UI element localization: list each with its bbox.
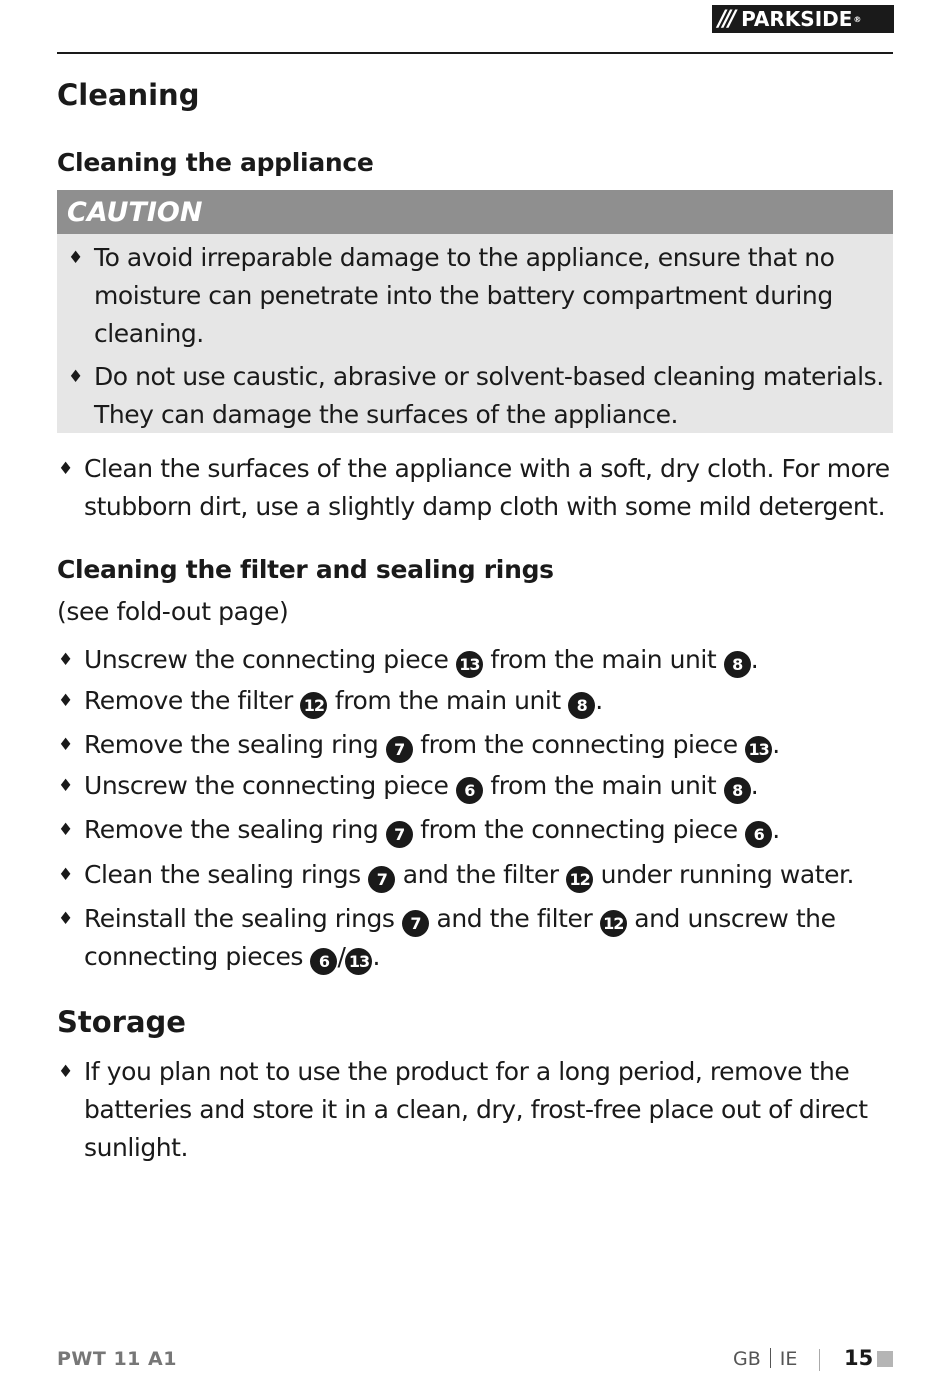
footer-lang-separator: [770, 1348, 771, 1368]
caution-item-line: Do not use caustic, abrasive or solvent-based cleaning materials.: [94, 362, 884, 391]
bullet-diamond-icon: ♦: [68, 248, 83, 268]
list-item-line: Clean the surfaces of the appliance with a soft, dry cloth. For more: [84, 454, 890, 483]
bullet-diamond-icon: ♦: [58, 1062, 73, 1082]
subsection-title-cleaning-filter: Cleaning the filter and sealing rings: [57, 555, 554, 584]
caution-item-line: cleaning.: [94, 319, 204, 348]
step-text: Remove the sealing ring: [84, 815, 386, 844]
page-marker-square: [877, 1351, 893, 1367]
list-item-line: stubborn dirt, use a slightly damp cloth with some mild detergent.: [84, 492, 886, 521]
part-number-badge: 12: [600, 910, 627, 937]
bullet-diamond-icon: ♦: [58, 459, 73, 479]
step-text: Reinstall the sealing rings: [84, 904, 402, 933]
part-number-badge: 7: [402, 910, 429, 937]
step-text: from the main unit: [327, 686, 569, 715]
step-item: [58, 856, 855, 894]
step-text: .: [772, 815, 780, 844]
caution-item: [68, 239, 835, 353]
step-text: .: [750, 771, 759, 800]
list-item-line: sunlight.: [84, 1133, 189, 1162]
footer-model: PWT 11 A1: [57, 1348, 177, 1370]
parkside-logo: [712, 5, 894, 33]
step-text: and the filter: [428, 904, 600, 933]
caution-item-line: moisture can penetrate into the battery compartment during: [94, 281, 833, 310]
step-text: .: [772, 730, 780, 759]
part-number-badge: 8: [724, 651, 751, 678]
footer-divider: [819, 1349, 820, 1371]
bullet-diamond-icon: ♦: [58, 650, 73, 670]
logo-text: PARKSIDE: [741, 7, 853, 31]
bullet-diamond-icon: ♦: [58, 865, 73, 885]
step-item: [58, 641, 759, 679]
step-text: Unscrew the connecting piece: [84, 645, 456, 674]
step-text: from the main unit: [482, 645, 724, 674]
part-number-badge: 12: [300, 692, 327, 719]
step-text: and the filter: [395, 860, 567, 889]
section-title-storage: Storage: [57, 1005, 186, 1039]
step-text: Clean the sealing rings: [84, 860, 369, 889]
step-item: [58, 682, 603, 720]
step-line: [84, 811, 780, 849]
step-line: [84, 682, 603, 720]
step-text: Remove the filter: [84, 686, 301, 715]
step-text: /: [337, 942, 346, 971]
section-title-cleaning: Cleaning: [57, 78, 200, 112]
step-text: .: [372, 942, 380, 971]
page-number: 15: [844, 1346, 874, 1370]
part-number-badge: 8: [724, 777, 751, 804]
step-text: and unscrew the: [626, 904, 836, 933]
footer-languages: [733, 1348, 797, 1370]
part-number-badge: 12: [566, 866, 593, 893]
step-text: Remove the sealing ring: [84, 730, 386, 759]
step-text: .: [595, 686, 603, 715]
step-item: [58, 726, 780, 764]
step-item: [58, 811, 780, 849]
bullet-diamond-icon: ♦: [58, 691, 73, 711]
step-line: [84, 726, 780, 764]
step-text: connecting pieces: [84, 942, 311, 971]
subsection-title-cleaning-appliance: Cleaning the appliance: [57, 148, 374, 177]
step-line: [84, 767, 758, 805]
bullet-diamond-icon: ♦: [58, 820, 73, 840]
part-number-badge: 7: [386, 736, 413, 763]
bullet-diamond-icon: ♦: [58, 909, 73, 929]
caution-label: CAUTION: [57, 190, 893, 234]
part-number-badge: 6: [310, 948, 337, 975]
part-number-badge: 6: [456, 777, 483, 804]
part-number-badge: 6: [745, 821, 772, 848]
list-item-line: batteries and store it in a clean, dry, frost-free place out of direct: [84, 1095, 868, 1124]
step-text: under running water.: [593, 860, 855, 889]
step-text: Unscrew the connecting piece: [84, 771, 456, 800]
step-line: [84, 856, 854, 894]
footer-lang-ie: IE: [779, 1348, 798, 1370]
list-item: [58, 450, 890, 526]
caution-item: [68, 358, 884, 434]
step-text: from the connecting piece: [412, 815, 746, 844]
step-line: [84, 641, 758, 679]
logo-registered-mark: ®: [853, 14, 862, 24]
logo-slashes: ///: [718, 6, 734, 32]
part-number-badge: 13: [345, 948, 372, 975]
step-item: [58, 767, 759, 805]
step-item: [58, 900, 836, 976]
list-item-line: If you plan not to use the product for a long period, remove the: [84, 1057, 850, 1086]
bullet-diamond-icon: ♦: [58, 776, 73, 796]
caution-item-line: To avoid irreparable damage to the appliance, ensure that no: [94, 243, 835, 272]
fold-out-note: (see fold-out page): [57, 597, 289, 626]
step-text: from the connecting piece: [412, 730, 746, 759]
part-number-badge: 7: [386, 821, 413, 848]
footer-lang-gb: GB: [733, 1348, 761, 1370]
list-item: [58, 1053, 868, 1167]
step-text: .: [750, 645, 759, 674]
caution-item-line: They can damage the surfaces of the appliance.: [94, 400, 678, 429]
part-number-badge: 8: [568, 692, 595, 719]
step-line: [84, 900, 836, 938]
step-text: from the main unit: [482, 771, 724, 800]
bullet-diamond-icon: ♦: [58, 735, 73, 755]
bullet-diamond-icon: ♦: [68, 367, 83, 387]
header-rule: [57, 52, 893, 54]
part-number-badge: 13: [745, 736, 772, 763]
part-number-badge: 7: [368, 866, 395, 893]
step-line: [84, 938, 836, 976]
part-number-badge: 13: [456, 651, 483, 678]
